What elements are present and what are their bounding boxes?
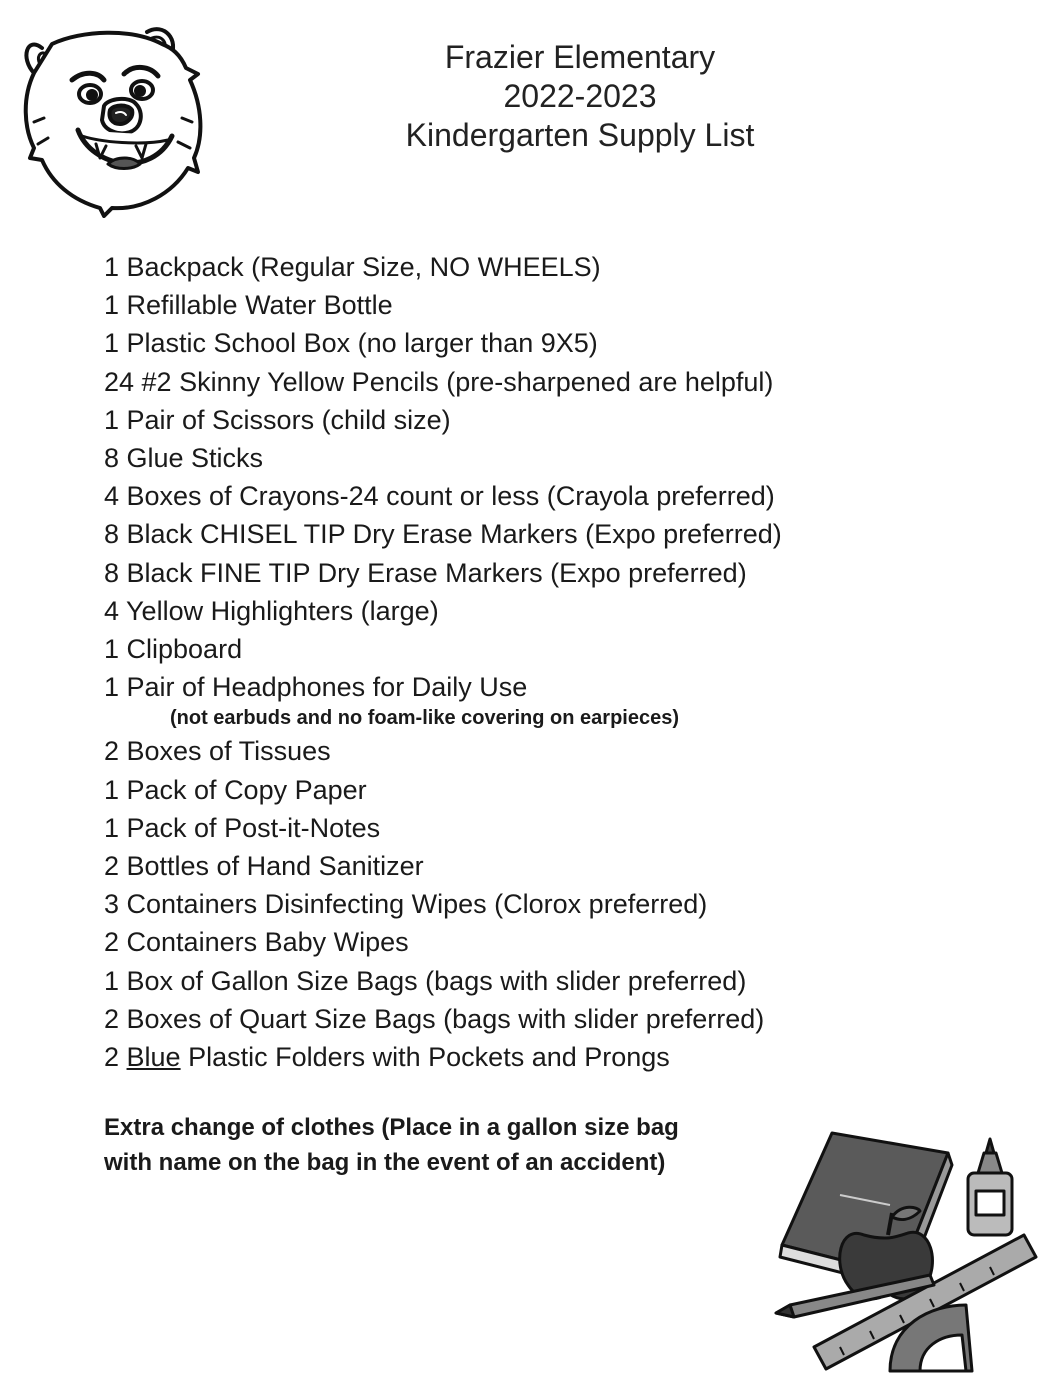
- supply-item: 24 #2 Skinny Yellow Pencils (pre-sharpened are helpful): [104, 366, 774, 397]
- supply-item: 1 Plastic School Box (no larger than 9X5): [104, 328, 598, 359]
- supply-item: 2 Boxes of Tissues: [104, 736, 331, 767]
- supply-item: 8 Black FINE TIP Dry Erase Markers (Expo preferred): [104, 557, 747, 588]
- document-header: [380, 38, 780, 155]
- supply-item: 1 Backpack (Regular Size, NO WHEELS): [104, 252, 601, 282]
- folders-color: Blue: [126, 1042, 181, 1073]
- supply-item: 1 Clipboard: [104, 634, 243, 665]
- school-year: 2022-2023: [503, 78, 657, 114]
- supply-list: [104, 248, 782, 1076]
- supply-item: 1 Pair of Scissors (child size): [104, 404, 451, 435]
- supply-item: 4 Boxes of Crayons-24 count or less (Crayola preferred): [104, 481, 775, 512]
- school-name: Frazier Elementary: [444, 39, 716, 75]
- supply-item: 8 Glue Sticks: [104, 443, 264, 474]
- supply-item: 2 Boxes of Quart Size Bags (bags with slider preferred): [104, 1003, 765, 1034]
- supply-item: 2 Bottles of Hand Sanitizer: [104, 851, 424, 882]
- supply-item: 3 Containers Disinfecting Wipes (Clorox preferred): [104, 889, 708, 920]
- document-title: Kindergarten Supply List: [405, 117, 755, 153]
- supply-item: 1 Box of Gallon Size Bags (bags with slider preferred): [104, 965, 747, 996]
- bear-mascot-icon: [12, 18, 212, 218]
- supply-item: 2 Containers Baby Wipes: [104, 927, 409, 958]
- extra-note-line-2: with name on the bag in the event of an accident): [104, 1149, 666, 1176]
- folders-prefix: 2: [104, 1042, 127, 1073]
- supply-item-folders: [104, 1038, 782, 1076]
- supply-item: 8 Black CHISEL TIP Dry Erase Markers (Expo preferred): [104, 519, 782, 550]
- supply-item: 1 Refillable Water Bottle: [104, 290, 393, 321]
- supply-item: 1 Pair of Headphones for Daily Use: [104, 672, 528, 703]
- supply-item: 1 Pack of Copy Paper: [104, 774, 367, 805]
- extra-note-line-1: Extra change of clothes (Place in a gallon size bag: [104, 1114, 679, 1141]
- supply-item: 1 Pack of Post-it-Notes: [104, 812, 381, 843]
- folders-suffix: Plastic Folders with Pockets and Prongs: [180, 1042, 670, 1073]
- headphones-note: (not earbuds and no foam-like covering on earpieces): [170, 707, 679, 730]
- extra-clothes-note: [104, 1110, 744, 1180]
- supply-item: 4 Yellow Highlighters (large): [104, 595, 439, 626]
- school-supplies-clipart: [770, 1125, 1040, 1375]
